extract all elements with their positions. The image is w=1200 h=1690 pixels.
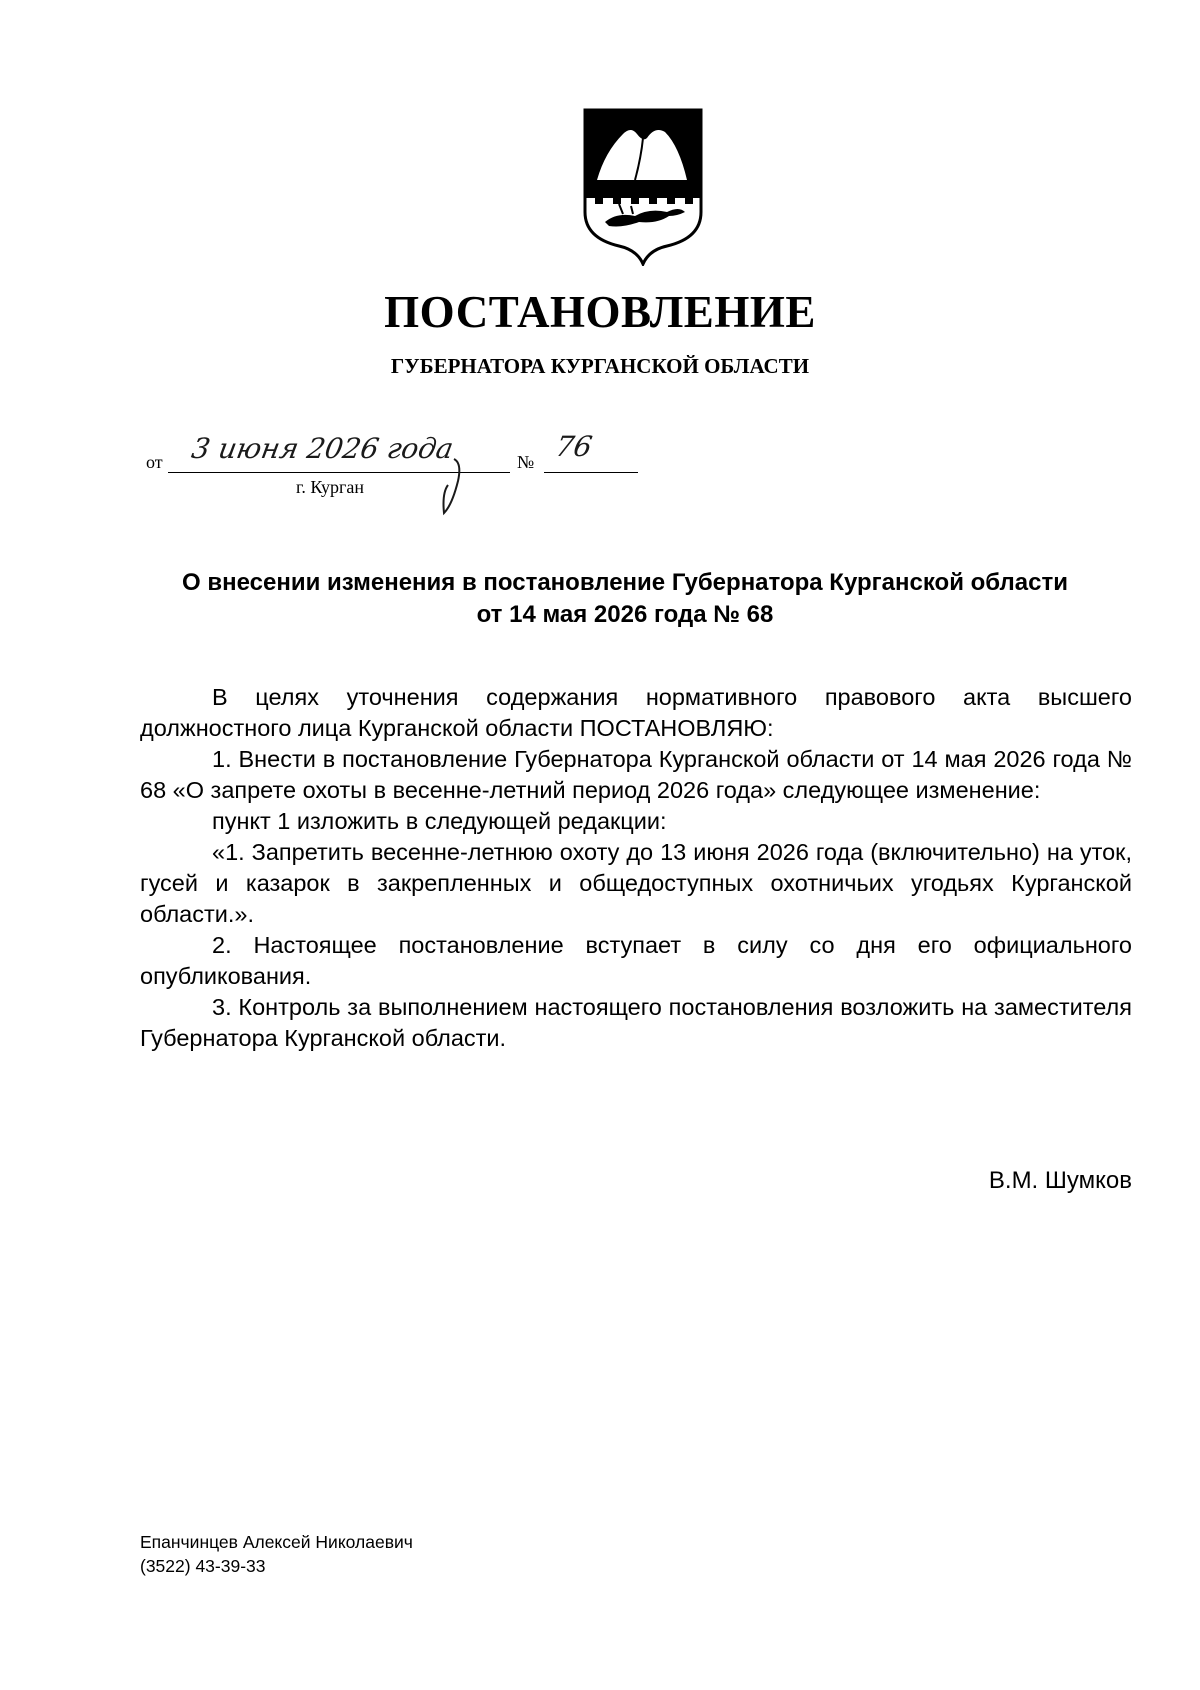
number-underline (544, 472, 638, 473)
paragraph: пункт 1 изложить в следующей редакции: (212, 808, 667, 834)
document-subject (130, 567, 1120, 631)
number-label: № (517, 452, 535, 472)
document-subject-line: О внесении изменения в постановление Губернатора Курганской области (182, 569, 1068, 596)
signer-name: В.М. Шумков (988, 1167, 1132, 1194)
executor-phone: (3522) 43-39-33 (140, 1556, 266, 1576)
from-label: от (146, 452, 163, 472)
paragraph: «1. Запретить весенне-летнюю охоту до 13 июня 2026 года (включительно) на уток, гусей и казарок в закрепленных и общедоступных охотничьих угодьях Курганской области.». (140, 839, 1132, 927)
paragraph: В целях уточнения содержания нормативного правового акта высшего должностного лица Курганской области ПОСТАНОВЛЯЮ: (140, 684, 1132, 741)
executor-block (140, 1530, 413, 1578)
date-line (0, 430, 1200, 515)
paragraph: 1. Внести в постановление Губернатора Курганской области от 14 мая 2026 года № 68 «О запрете охоты в весенне-летний период 2026 года» следующее изменение: (140, 746, 1132, 803)
handwriting-stroke (440, 457, 480, 517)
paragraph: 3. Контроль за выполнением настоящего постановления возложить на заместителя Губернатора Курганской области. (140, 994, 1132, 1051)
document-type-heading: ПОСТАНОВЛЕНИЕ (384, 287, 816, 337)
document-body (140, 682, 1132, 1054)
issuing-authority: ГУБЕРНАТОРА КУРГАНСКОЙ ОБЛАСТИ (390, 354, 810, 378)
handwritten-number: 76 (553, 430, 595, 463)
city-label: г. Курган (296, 477, 365, 497)
kurgan-oblast-coat-of-arms-icon (583, 108, 703, 266)
handwritten-date: 3 июня 2026 года (189, 432, 456, 465)
paragraph: 2. Настоящее постановление вступает в силу со дня его официального опубликования. (140, 932, 1132, 989)
document-subject-line: от 14 мая 2026 года № 68 (476, 601, 774, 628)
executor-name: Епанчинцев Алексей Николаевич (140, 1532, 413, 1552)
